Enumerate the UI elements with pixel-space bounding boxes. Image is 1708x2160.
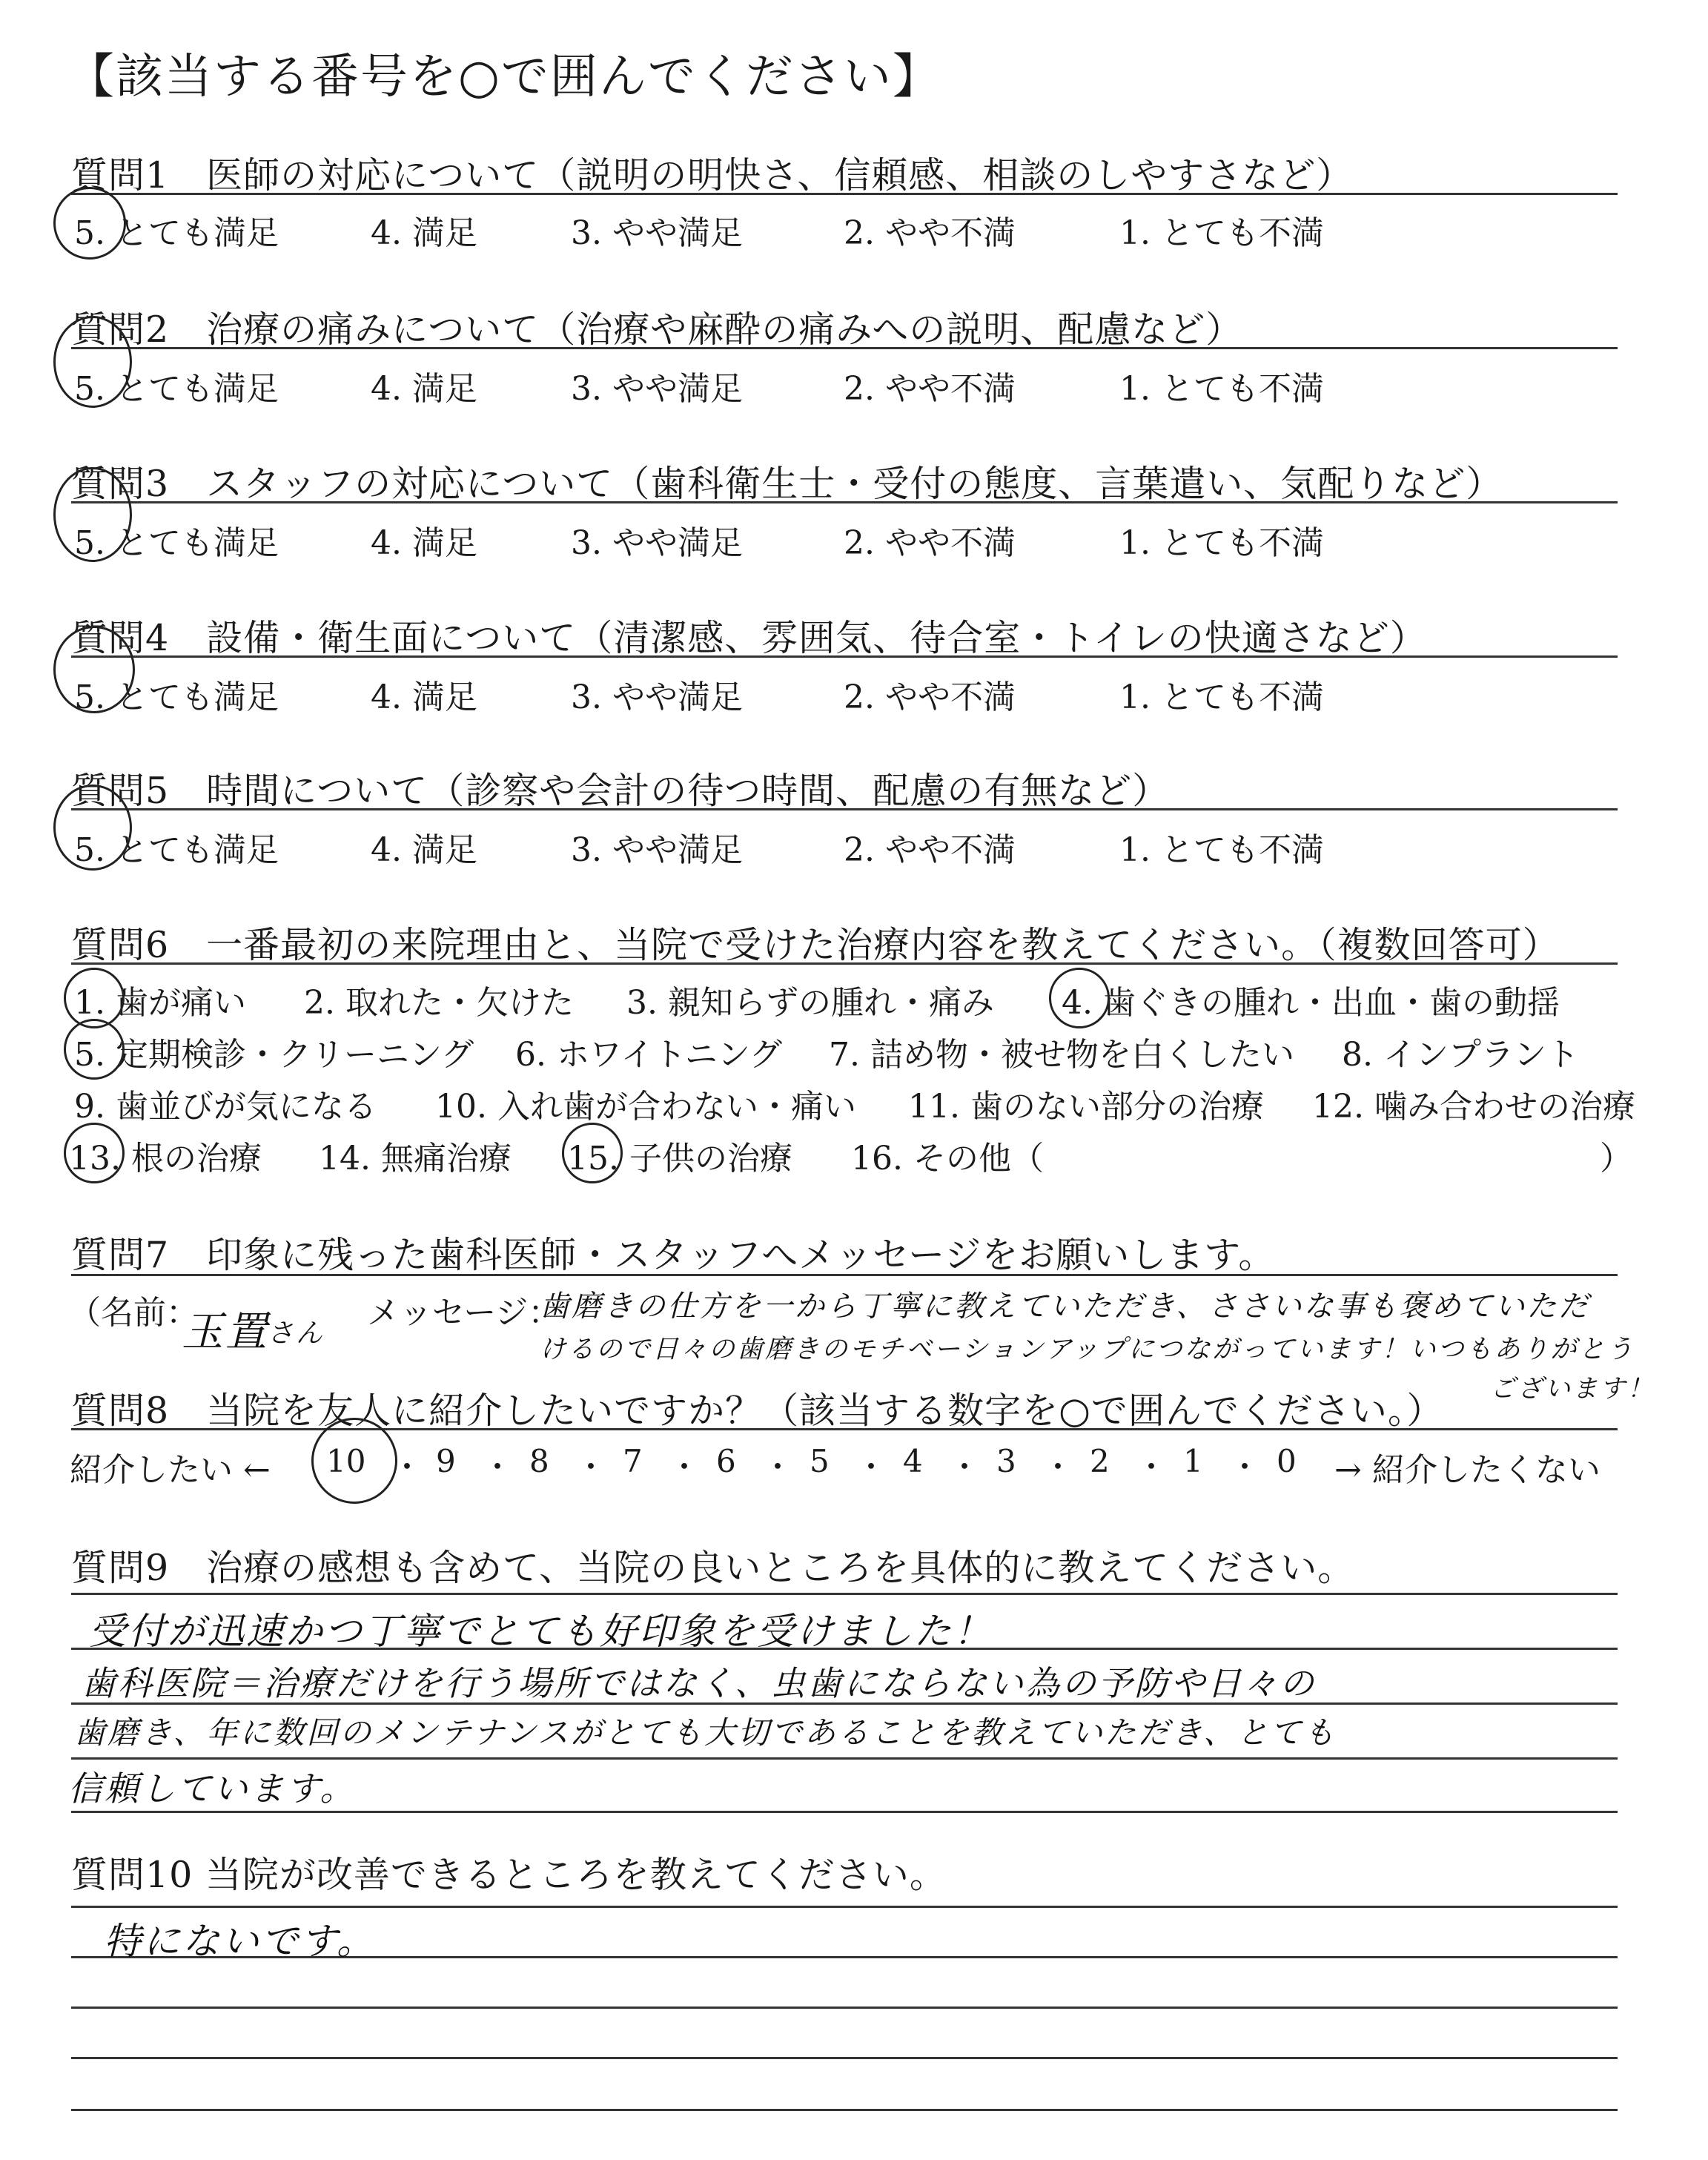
q7-name-label: （名前： <box>68 1294 199 1332</box>
q5-option-1[interactable]: 1. とても不満 <box>1119 831 1324 869</box>
q2-rule <box>71 347 1618 349</box>
q5-rule <box>71 808 1618 810</box>
q6-circle-5 <box>64 1019 125 1080</box>
q6-circle-13 <box>64 1123 125 1183</box>
q3-selection-circle <box>53 467 132 562</box>
q5-title: 質問5 時間について（診察や会計の待つ時間、配慮の有無など） <box>71 770 1170 812</box>
q8-scale-4[interactable]: 4 <box>903 1443 923 1479</box>
q9-rule-1 <box>71 1593 1618 1595</box>
q6-option-4[interactable]: 4. 歯ぐきの腫れ・出血・歯の動揺 <box>1062 984 1560 1022</box>
q1-rule <box>71 193 1618 195</box>
q7-message-line-3: ございます！ <box>1490 1374 1655 1404</box>
q8-scale-10[interactable]: 10 <box>326 1443 366 1479</box>
q2-option-5[interactable]: 5. とても満足 <box>74 370 279 408</box>
q6-option-6[interactable]: 6. ホワイトニング <box>515 1036 783 1074</box>
q4-option-1[interactable]: 1. とても不満 <box>1119 678 1324 716</box>
q6-option-16-close: ） <box>1600 1140 1632 1178</box>
q1-option-4[interactable]: 4. 満足 <box>371 214 477 252</box>
q9-answer-line-3: 歯磨き、年に数回のメンテナンスがとても大切であることを教えていただき、とても <box>74 1714 1337 1751</box>
q6-option-13[interactable]: 13. 根の治療 <box>69 1140 262 1178</box>
q10-title: 質問10 当院が改善できるところを教えてください。 <box>71 1854 947 1896</box>
q9-answer-line-2: 歯科医院＝治療だけを行う場所ではなく、虫歯にならない為の予防や日々の <box>82 1663 1317 1703</box>
q3-option-3[interactable]: 3. やや満足 <box>571 524 743 562</box>
q5-option-5[interactable]: 5. とても満足 <box>74 831 279 869</box>
q9-title: 質問9 治療の感想も含めて、当院の良いところを具体的に教えてください。 <box>71 1547 1355 1589</box>
q7-name-suffix: さん <box>267 1318 325 1349</box>
q6-option-15[interactable]: 15. 子供の治療 <box>567 1140 792 1178</box>
q3-option-4[interactable]: 4. 満足 <box>371 524 477 562</box>
q4-title: 質問4 設備・衛生面について（清潔感、雰囲気、待合室・トイレの快適さなど） <box>71 617 1427 659</box>
q9-answer-line-1: 受付が迅速かつ丁寧でとても好印象を受けました！ <box>89 1610 993 1653</box>
q4-option-5[interactable]: 5. とても満足 <box>74 678 279 716</box>
q10-answer-line-1: 特にないです。 <box>104 1920 376 1963</box>
q8-scale-sep: ・ <box>575 1449 607 1485</box>
q10-rule-3 <box>71 2007 1618 2009</box>
q8-title: 質問8 当院を友人に紹介したいですか？（該当する数字を○で囲んでください。） <box>71 1390 1444 1432</box>
q10-rule-5 <box>71 2109 1618 2111</box>
q8-scale-sep: ・ <box>669 1449 701 1485</box>
q6-option-14[interactable]: 14. 無痛治療 <box>319 1140 512 1178</box>
q8-scale-8[interactable]: 8 <box>529 1443 549 1479</box>
q8-scale-9[interactable]: 9 <box>436 1443 456 1479</box>
q8-left-label: 紹介したい ← <box>70 1451 271 1489</box>
q3-option-2[interactable]: 2. やや不満 <box>844 524 1016 562</box>
q2-option-2[interactable]: 2. やや不満 <box>844 370 1016 408</box>
q8-scale-sep: ・ <box>482 1449 514 1485</box>
q6-option-1[interactable]: 1. 歯が痛い <box>74 984 246 1022</box>
q8-scale-sep: ・ <box>1042 1449 1074 1485</box>
q6-option-12[interactable]: 12. 噛み合わせの治療 <box>1312 1088 1635 1126</box>
q9-rule-5 <box>71 1811 1618 1813</box>
q3-option-5[interactable]: 5. とても満足 <box>74 524 279 562</box>
q6-option-16[interactable]: 16. その他（ <box>851 1140 1044 1178</box>
q2-selection-circle <box>53 316 132 408</box>
q8-right-label: → 紹介したくない <box>1334 1451 1601 1489</box>
q8-scale-sep: ・ <box>391 1449 423 1485</box>
q6-title: 質問6 一番最初の来院理由と、当院で受けた治療内容を教えてください。（複数回答可） <box>71 924 1560 966</box>
q6-option-8[interactable]: 8. インプラント <box>1342 1036 1579 1074</box>
q1-title: 質問1 医師の対応について（説明の明快さ、信頼感、相談のしやすさなど） <box>71 154 1354 196</box>
q1-selection-circle <box>53 187 126 260</box>
q2-title: 質問2 治療の痛みについて（治療や麻酔の痛みへの説明、配慮など） <box>71 308 1243 351</box>
q8-selection-circle <box>311 1418 397 1504</box>
q7-message-label: メッセージ： <box>367 1294 561 1332</box>
q8-scale-sep: ・ <box>762 1449 794 1485</box>
q7-message-line-2: けるので日々の歯磨きのモチベーションアップにつながっています！いつもありがとう <box>540 1335 1635 1364</box>
q8-scale-2[interactable]: 2 <box>1090 1443 1110 1479</box>
q6-circle-15 <box>562 1123 623 1183</box>
q6-option-10[interactable]: 10. 入れ歯が合わない・痛い <box>435 1088 856 1126</box>
q8-scale-7[interactable]: 7 <box>623 1443 643 1479</box>
q2-option-4[interactable]: 4. 満足 <box>371 370 477 408</box>
q4-rule <box>71 655 1618 658</box>
form-header: 【該当する番号を○で囲んでください】 <box>67 50 941 105</box>
q8-scale-6[interactable]: 6 <box>716 1443 736 1479</box>
q8-scale-sep: ・ <box>949 1449 981 1485</box>
q6-option-11[interactable]: 11. 歯のない部分の治療 <box>908 1088 1264 1126</box>
q8-scale-0[interactable]: 0 <box>1277 1443 1297 1479</box>
q5-option-2[interactable]: 2. やや不満 <box>844 831 1016 869</box>
q1-option-1[interactable]: 1. とても不満 <box>1119 214 1324 252</box>
q4-selection-circle <box>53 626 135 713</box>
q3-title: 質問3 スタッフの対応について（歯科衛生士・受付の態度、言葉遣い、気配りなど） <box>71 463 1503 505</box>
q8-scale-sep: ・ <box>1136 1449 1168 1485</box>
q2-option-3[interactable]: 3. やや満足 <box>571 370 743 408</box>
q1-option-3[interactable]: 3. やや満足 <box>571 214 743 252</box>
q5-option-3[interactable]: 3. やや満足 <box>571 831 743 869</box>
q7-title: 質問7 印象に残った歯科医師・スタッフへメッセージをお願いします。 <box>71 1234 1276 1276</box>
q6-rule <box>71 962 1618 965</box>
q6-option-5[interactable]: 5. 定期検診・クリーニング <box>74 1036 474 1074</box>
q8-scale-sep: ・ <box>1229 1449 1261 1485</box>
q5-selection-circle <box>53 785 132 871</box>
q6-circle-4 <box>1049 968 1110 1028</box>
q6-option-9[interactable]: 9. 歯並びが気になる <box>74 1088 377 1126</box>
q6-option-7[interactable]: 7. 詰め物・被せ物を白くしたい <box>829 1036 1294 1074</box>
q10-rule-4 <box>71 2057 1618 2059</box>
q9-rule-4 <box>71 1757 1618 1760</box>
q8-scale-1[interactable]: 1 <box>1183 1443 1203 1479</box>
q6-option-3[interactable]: 3. 親知らずの腫れ・痛み <box>626 984 994 1022</box>
q8-scale-5[interactable]: 5 <box>810 1443 830 1479</box>
q4-option-4[interactable]: 4. 満足 <box>371 678 477 716</box>
q7-message-line-1: 歯磨きの仕方を一から丁寧に教えていただき、ささいな事も褒めていただ <box>540 1289 1591 1324</box>
q5-option-4[interactable]: 4. 満足 <box>371 831 477 869</box>
q1-option-5[interactable]: 5. とても満足 <box>74 214 279 252</box>
q2-option-1[interactable]: 1. とても不満 <box>1119 370 1324 408</box>
q8-rule <box>71 1428 1618 1430</box>
q3-rule <box>71 501 1618 503</box>
q8-scale-3[interactable]: 3 <box>996 1443 1016 1479</box>
q3-option-1[interactable]: 1. とても不満 <box>1119 524 1324 562</box>
q4-option-3[interactable]: 3. やや満足 <box>571 678 743 716</box>
q7-rule <box>71 1274 1618 1276</box>
q8-scale-sep: ・ <box>855 1449 887 1485</box>
q1-option-2[interactable]: 2. やや不満 <box>844 214 1016 252</box>
q10-rule-1 <box>71 1906 1618 1908</box>
q7-name-value: 玉置 <box>182 1308 269 1356</box>
q4-option-2[interactable]: 2. やや不満 <box>844 678 1016 716</box>
q6-option-2[interactable]: 2. 取れた・欠けた <box>304 984 574 1022</box>
q9-answer-line-4: 信頼しています。 <box>68 1768 357 1809</box>
